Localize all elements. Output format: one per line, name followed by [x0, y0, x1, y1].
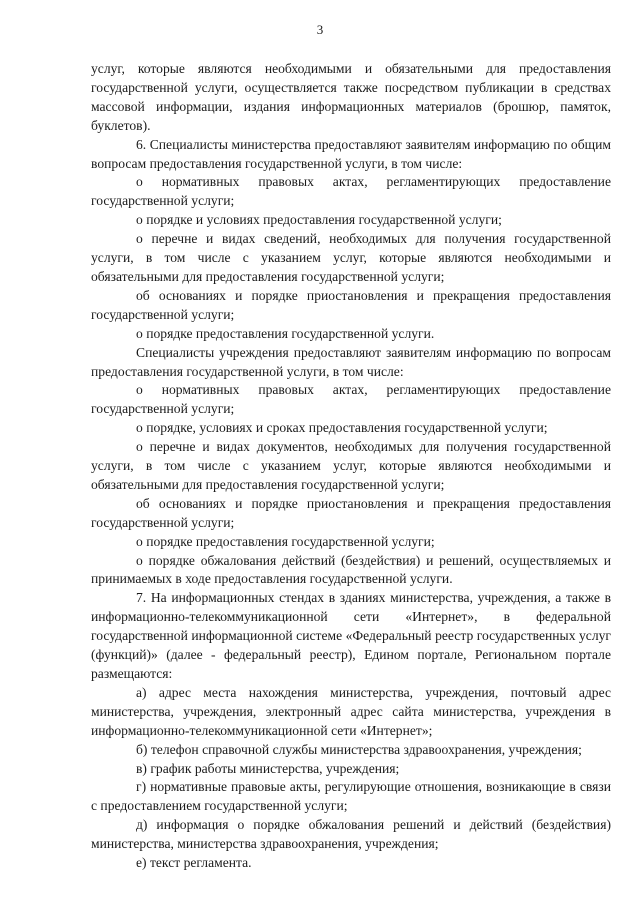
list-item: о перечне и видах сведений, необходимых для получения государственной услуги, в том числе с указанием услуг, которые являются необходимыми и обязательными для предоставления государственной услуги; [91, 231, 611, 284]
list-item: о порядке обжалования действий (бездействия) и решений, осуществляемых и принимаемых в ходе предоставления государственной услуги. [91, 552, 611, 587]
list-item: о нормативных правовых актах, регламентирующих предоставление государственной услуги; [91, 382, 611, 417]
list-item: о порядке предоставления государственной услуги. [136, 325, 435, 341]
list-item: о порядке предоставления государственной услуги; [136, 533, 435, 549]
document-body [91, 60, 611, 873]
paragraph: Специалисты учреждения предоставляют заявителям информацию по вопросам предоставления государственной услуги, в том числе: [91, 344, 611, 379]
list-item: е) текст регламента. [136, 855, 252, 871]
list-item: об основаниях и порядке приостановления и прекращения предоставления государственной услуги; [91, 287, 611, 322]
list-item: о нормативных правовых актах, регламентирующих предоставление государственной услуги; [91, 174, 611, 209]
paragraph: 6. Специалисты министерства предоставляют заявителям информацию по общим вопросам предоставления государственной услуги, в том числе: [91, 136, 611, 171]
paragraph: услуг, которые являются необходимыми и обязательными для предоставления государственной услуги, осуществляется также посредством публикации в средствах массовой информации, издания информационных материалов (брошюр, памяток, буклетов). [91, 61, 611, 133]
list-item: о порядке, условиях и сроках предоставления государственной услуги; [136, 420, 548, 436]
list-item: а) адрес места нахождения министерства, учреждения, почтовый адрес министерства, учреждения, электронный адрес сайта министерства, учреждения в информационно-телекоммуникационной сети «Интернет»; [91, 684, 611, 738]
list-item: о порядке и условиях предоставления государственной услуги; [136, 212, 502, 228]
page-number: 3 [316, 22, 324, 37]
paragraph: 7. На информационных стендах в зданиях министерства, учреждения, а также в информационно-телекоммуникационной сети «Интернет», в федеральной государственной информационной системе «Федеральный реестр государственных услуг (функций)» (далее - федеральный реестр), Едином портале, Региональном портале размещаются: [91, 590, 611, 681]
list-item: д) информация о порядке обжалования решений и действий (бездействия) министерства, министерства здравоохранения, учреждения; [91, 817, 611, 852]
list-item: г) нормативные правовые акты, регулирующие отношения, возникающие в связи с предоставлением государственной услуги; [91, 779, 611, 814]
list-item: б) телефон справочной службы министерства здравоохранения, учреждения; [136, 741, 582, 757]
list-item: в) график работы министерства, учреждения; [136, 760, 400, 776]
list-item: о перечне и видах документов, необходимых для получения государственной услуги, в том числе с указанием услуг, которые являются необходимыми и обязательными для предоставления государственной услуги; [91, 439, 611, 492]
list-item: об основаниях и порядке приостановления и прекращения предоставления государственной услуги; [91, 495, 611, 530]
